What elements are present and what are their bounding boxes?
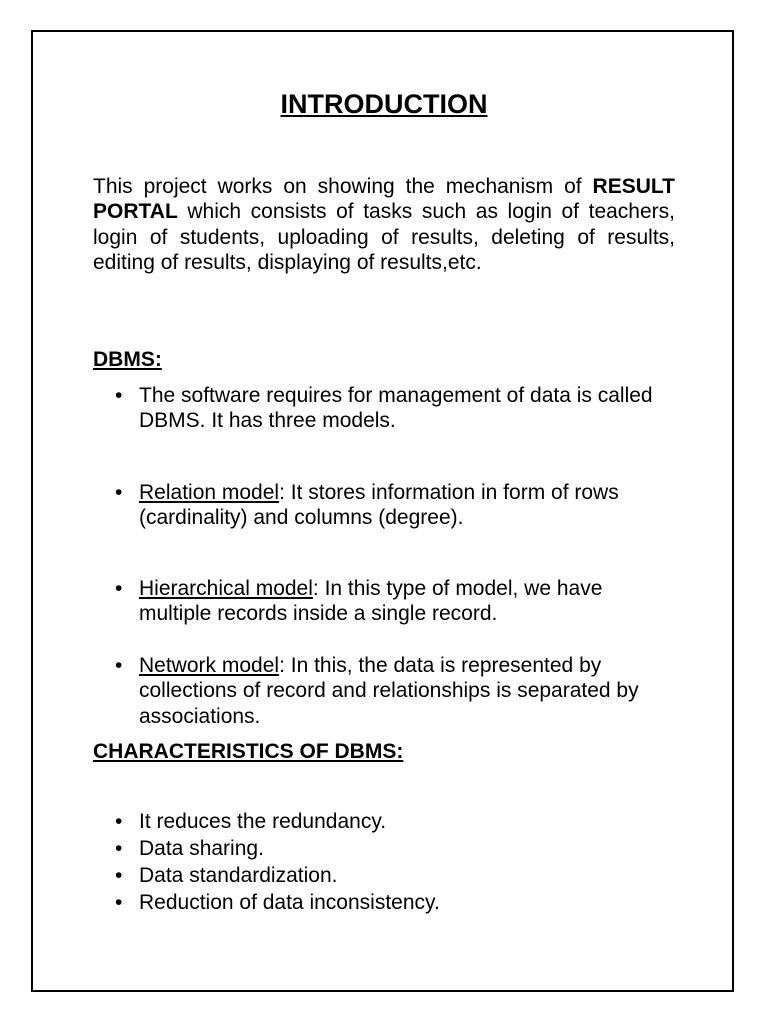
intro-text-start: This project works on showing the mechanism of [93,175,593,198]
bullet-icon: • [115,654,123,677]
characteristics-list-item [115,890,679,915]
characteristics-list-item [115,809,679,834]
page-title: INTRODUCTION [280,89,488,119]
characteristics-item-text: Data sharing. [139,837,264,860]
dbms-item-text: : It stores information in form of rows (cardinality) and columns (degree). [139,481,619,530]
dbms-item-text: : In this, the data is represented by collections of record and relationships is separated by associations. [139,654,639,728]
dbms-item-term: Relation model [139,481,280,504]
characteristics-item-text: Data standardization. [139,864,338,887]
intro-bold-term: RESULT PORTAL [93,175,675,224]
bullet-icon: • [115,481,123,504]
dbms-list-item [115,480,679,531]
characteristics-item-text: It reduces the redundancy. [139,810,387,833]
characteristics-heading: CHARACTERISTICS OF DBMS: [93,740,404,763]
intro-paragraph [93,174,675,275]
dbms-item-text: : In this type of model, we have multiple records inside a single record. [139,577,603,626]
dbms-item-text: The software requires for management of data is called DBMS. It has three models. [139,384,653,433]
dbms-list-item [115,383,679,434]
intro-text-end: which consists of tasks such as login of teachers, login of students, uploading of results, deleting of results, editing of results, displaying of results,etc. [93,200,675,274]
bullet-icon: • [115,577,123,600]
dbms-item-term: Network model [139,654,280,677]
characteristics-item-text: Reduction of data inconsistency. [139,891,440,914]
bullet-icon: • [115,384,123,407]
characteristics-list-item [115,836,679,861]
dbms-list-item [115,653,679,729]
dbms-item-term: Hierarchical model [139,577,313,600]
dbms-heading: DBMS: [93,348,162,371]
dbms-list-item [115,576,679,627]
bullet-icon: • [115,810,123,833]
bullet-icon: • [115,891,123,914]
characteristics-list-item [115,863,679,888]
bullet-icon: • [115,864,123,887]
bullet-icon: • [115,837,123,860]
